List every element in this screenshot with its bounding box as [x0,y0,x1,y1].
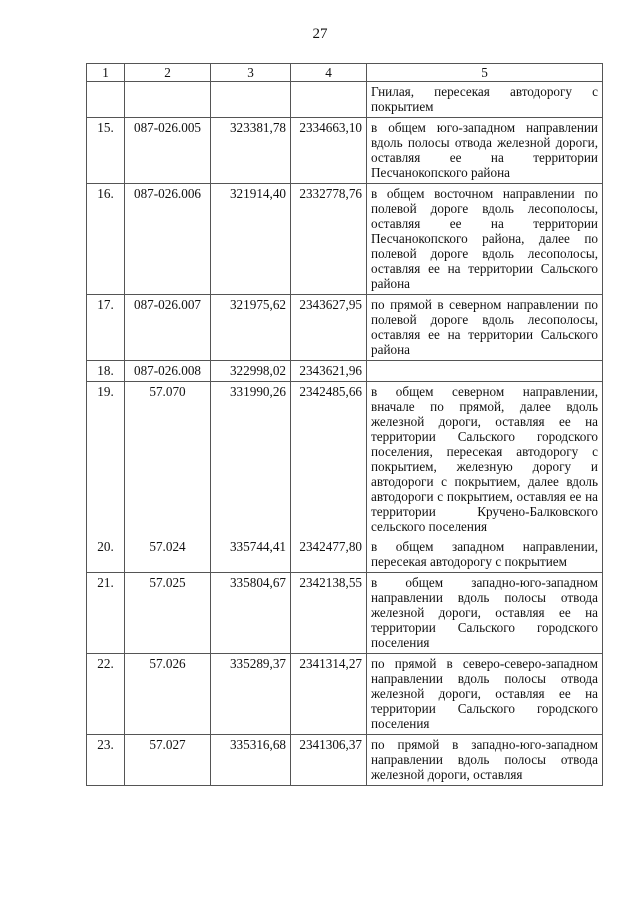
boundary-description: в общем юго-западном направлении вдоль полосы отвода железной дороги, оставляя ее на территории Песчанокопского района [367,118,603,184]
coordinate-y: 2332778,76 [291,184,367,295]
table-row [87,735,603,786]
boundary-points-table [86,63,603,786]
header-col-4: 4 [291,64,367,82]
row-number [87,82,125,118]
boundary-description: в общем северном направлении, вначале по прямой, далее вдоль железной дороги, оставляя ее на территории Сальского городского поселения, пересекая автодорогу с покрытием, железную дорогу и автодороги с покрытием, далее вдоль автодороги с покрытием, оставляя ее на территории Кручено-Балковского сельского поселения [367,382,603,538]
coordinate-x: 321975,62 [211,295,291,361]
coordinate-x [211,82,291,118]
point-code [125,82,211,118]
boundary-description: по прямой в западно-юго-западном направлении вдоль полосы отвода железной дороги, оставляя [367,735,603,786]
point-code: 57.070 [125,382,211,538]
coordinate-y: 2334663,10 [291,118,367,184]
point-code: 087-026.008 [125,361,211,382]
point-code: 087-026.005 [125,118,211,184]
coordinate-y: 2343627,95 [291,295,367,361]
point-code: 087-026.007 [125,295,211,361]
coordinate-x: 331990,26 [211,382,291,538]
coordinate-x: 323381,78 [211,118,291,184]
coordinate-y [291,82,367,118]
coordinate-y: 2342485,66 [291,382,367,538]
coordinate-x: 335316,68 [211,735,291,786]
coordinate-y: 2342477,80 [291,537,367,573]
row-number: 17. [87,295,125,361]
table-header-row [87,64,603,82]
coordinate-x: 335804,67 [211,573,291,654]
row-number: 20. [87,537,125,573]
boundary-description: в общем западно-юго-западном направлении вдоль полосы отвода железной дороги, оставляя ее на территории Сальского городского поселения [367,573,603,654]
boundary-description: по прямой в северном направлении по полевой дороге вдоль лесополосы, оставляя ее на территории Сальского района [367,295,603,361]
coordinate-y: 2342138,55 [291,573,367,654]
table-row [87,295,603,361]
boundary-description: Гнилая, пересекая автодорогу с покрытием [367,82,603,118]
row-number: 19. [87,382,125,538]
table-row [87,654,603,735]
point-code: 57.025 [125,573,211,654]
point-code: 087-026.006 [125,184,211,295]
row-number: 16. [87,184,125,295]
page-number: 27 [312,26,328,42]
coordinate-y: 2341306,37 [291,735,367,786]
row-number: 23. [87,735,125,786]
row-number: 22. [87,654,125,735]
boundary-description: в общем западном направлении, пересекая автодорогу с покрытием [367,537,603,573]
row-number: 15. [87,118,125,184]
boundary-description: по прямой в северо-северо-западном направлении вдоль полосы отвода железной дороги, оставляя ее на территории Сальского городского поселения [367,654,603,735]
table-row [87,184,603,295]
table-row [87,573,603,654]
header-col-2: 2 [125,64,211,82]
header-col-3: 3 [211,64,291,82]
point-code: 57.024 [125,537,211,573]
coordinate-y: 2341314,27 [291,654,367,735]
point-code: 57.027 [125,735,211,786]
coordinate-y: 2343621,96 [291,361,367,382]
header-col-1: 1 [87,64,125,82]
point-code: 57.026 [125,654,211,735]
boundary-description: в общем восточном направлении по полевой дороге вдоль лесополосы, оставляя ее на территории Песчанокопского района, далее по полевой дороге вдоль лесополосы, оставляя ее на территории Сальского района [367,184,603,295]
table-row [87,361,603,382]
coordinate-x: 335289,37 [211,654,291,735]
table-row [87,382,603,538]
coordinate-x: 321914,40 [211,184,291,295]
boundary-description [367,361,603,382]
row-number: 21. [87,573,125,654]
coordinate-x: 322998,02 [211,361,291,382]
header-col-5: 5 [367,64,603,82]
row-number: 18. [87,361,125,382]
table-row [87,537,603,573]
table-row [87,118,603,184]
table-row [87,82,603,118]
coordinate-x: 335744,41 [211,537,291,573]
